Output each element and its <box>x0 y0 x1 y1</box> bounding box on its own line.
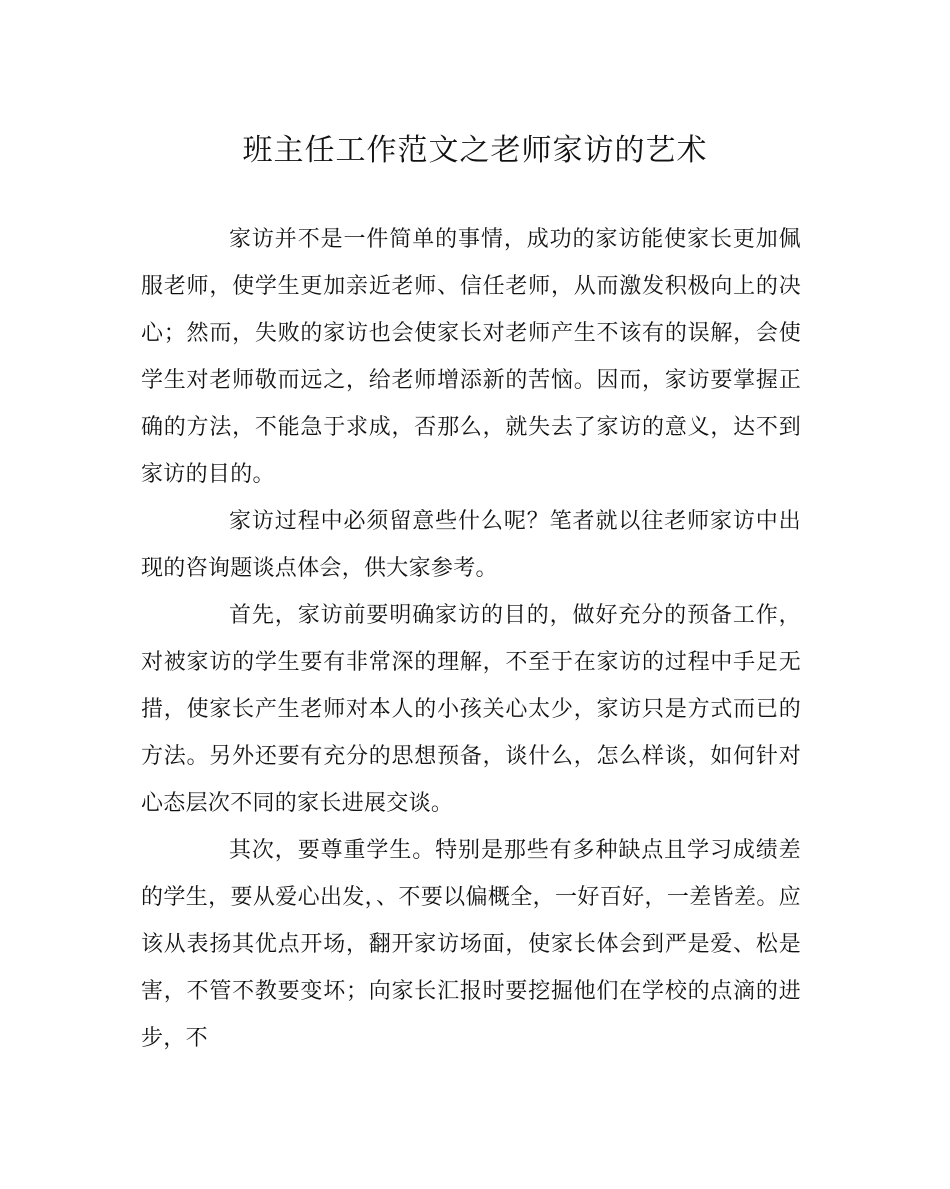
paragraph-3: 首先，家访前要明确家访的目的，做好充分的预备工作，对被家访的学生要有非常深的理解，不至于在家访的过程中手足无措，使家长产生老师对本人的小孩关心太少，家访只是方式而已的方法。另外还要有充分的思想预备，谈什么，怎么样谈，如何针对心态层次不同的家长进展交谈。 <box>141 603 801 816</box>
paragraph-1: 家访并不是一件简单的事情，成功的家访能使家长更加佩服老师，使学生更加亲近老师、信任老师，从而激发积极向上的决心；然而，失败的家访也会使家长对老师产生不该有的误解，会使学生对老师敬而远之，给老师增添新的苦恼。因而，家访要掌握正确的方法，不能急于求成，否那么，就失去了家访的意义，达不到家访的目的。 <box>141 227 801 487</box>
document-title: 班主任工作范文之老师家访的艺术 <box>242 133 708 168</box>
paragraph-4: 其次，要尊重学生。特别是那些有多种缺点且学习成绩差的学生，要从爱心出发，、不要以偏概全，一好百好，一差皆差。应该从表扬其优点开场，翻开家访场面，使家长体会到严是爱、松是害，不管不教要变坏；向家长汇报时要挖掘他们在学校的点滴的进步，不 <box>141 838 801 1051</box>
paragraph-2: 家访过程中必须留意些什么呢？笔者就以往老师家访中出现的咨询题谈点体会，供大家参考。 <box>141 509 801 581</box>
document-body <box>141 216 801 1062</box>
